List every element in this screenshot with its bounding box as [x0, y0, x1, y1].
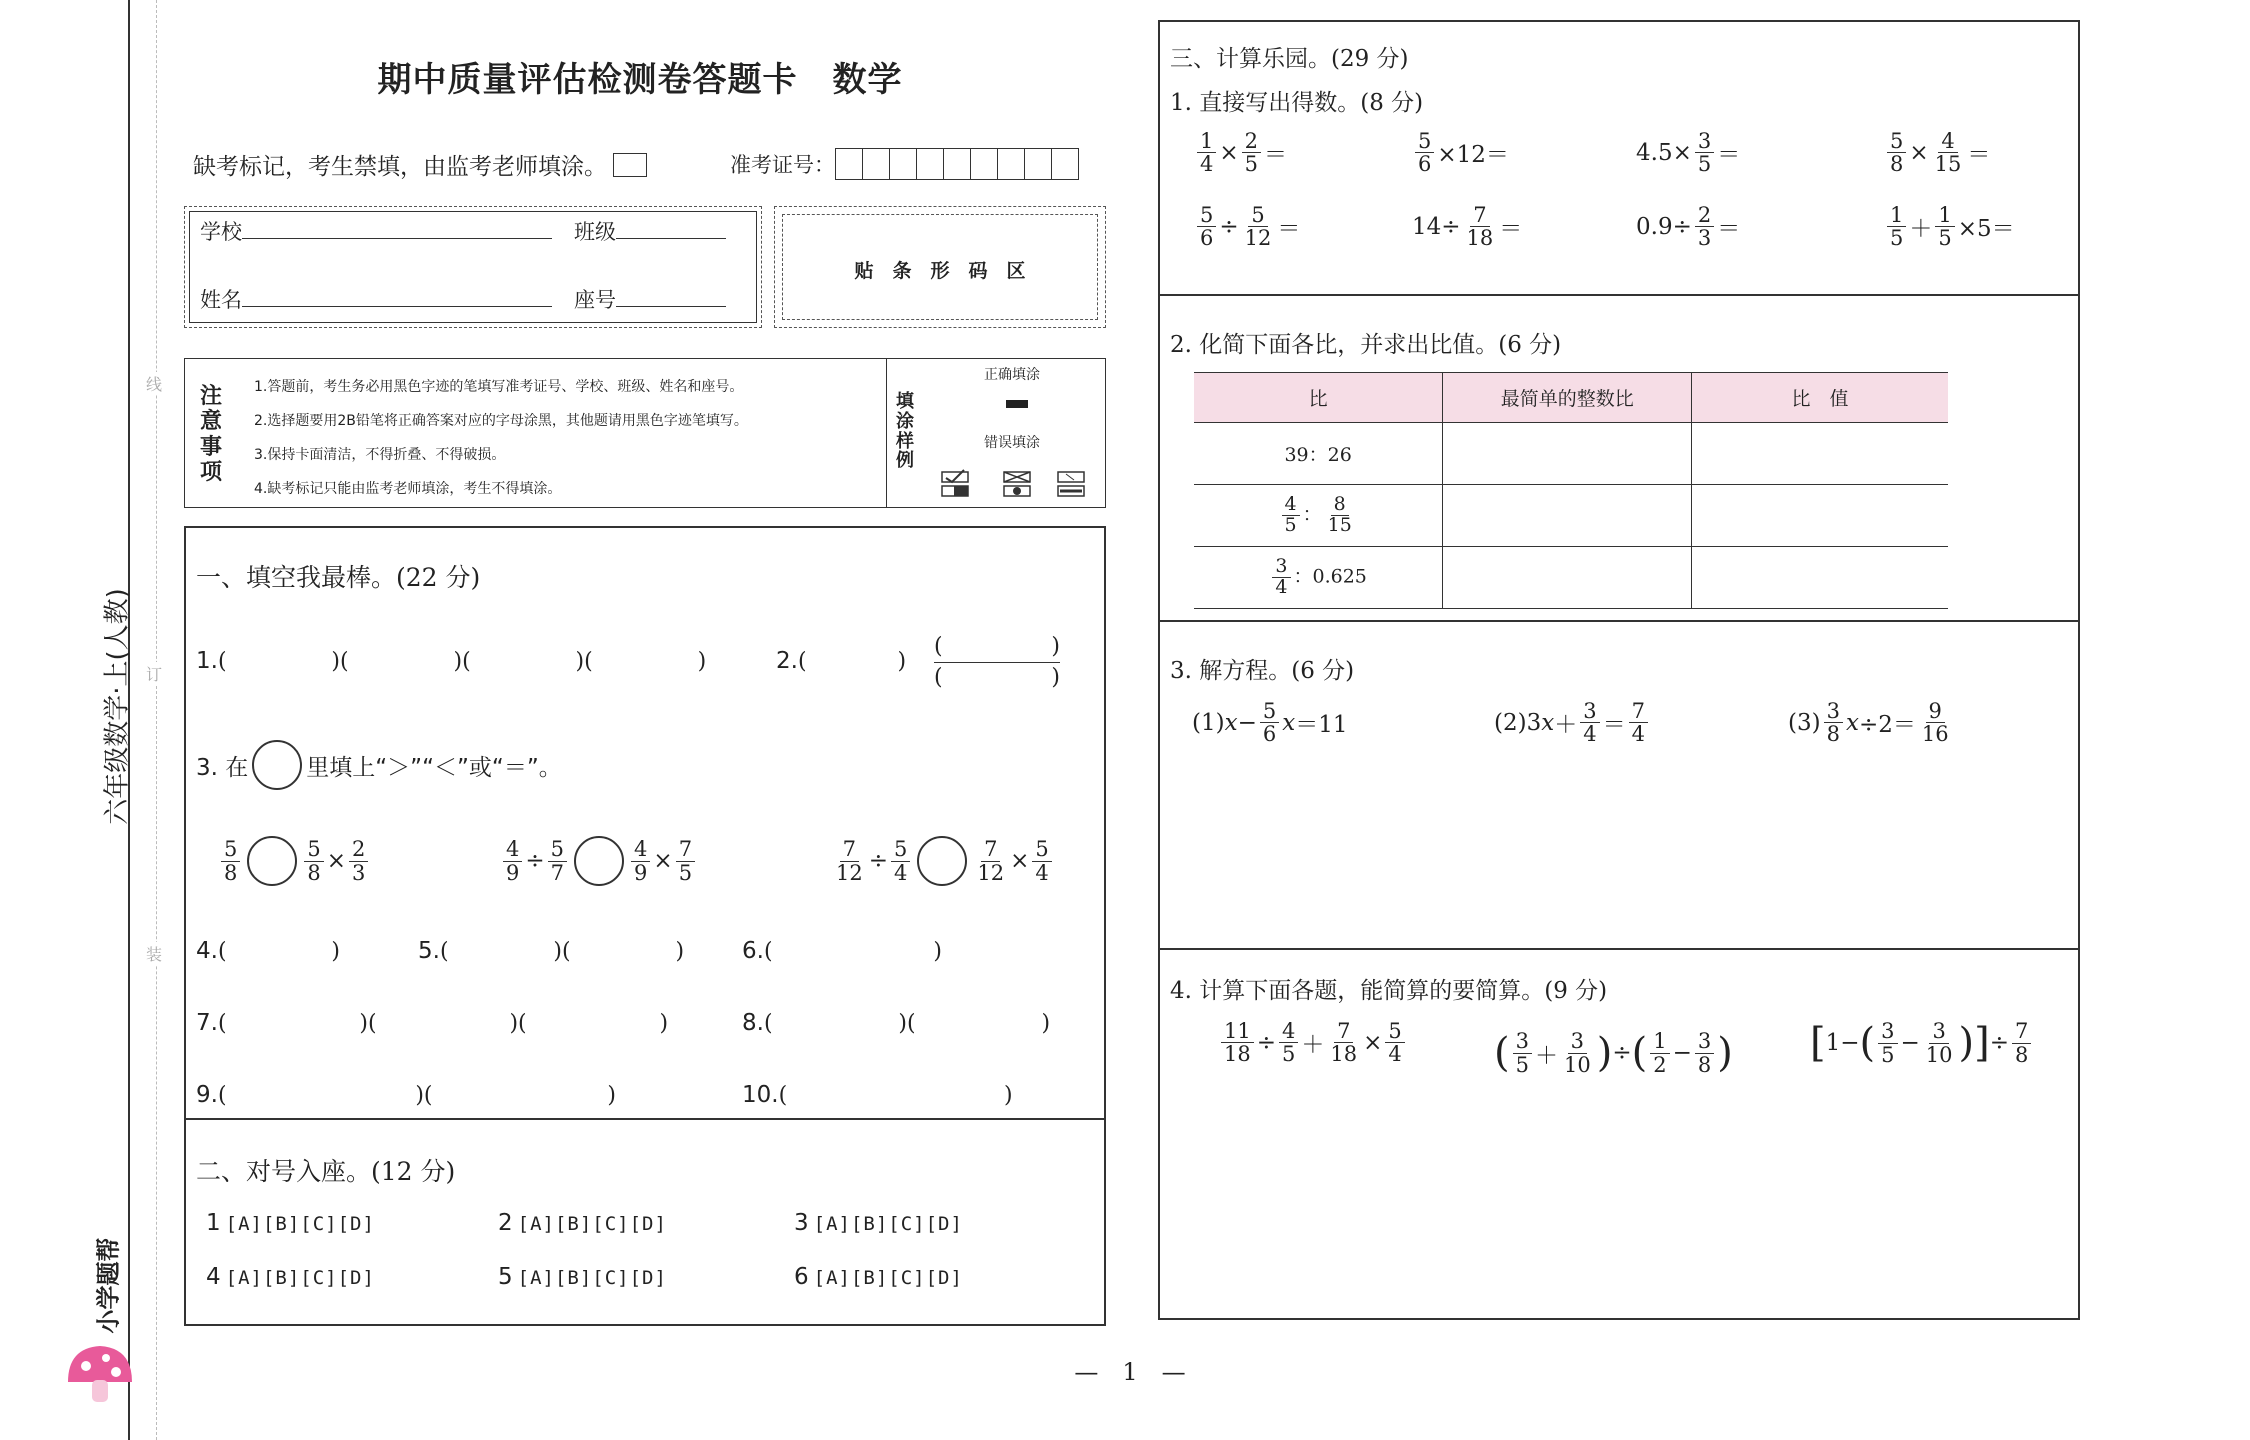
q2-fraction-blank[interactable]: ( ) ( ): [934, 634, 1060, 690]
section3-title: 三、计算乐园。(29 分): [1170, 46, 1409, 72]
name-label: 姓名: [200, 288, 242, 312]
exam-id: [730, 148, 1079, 180]
q7-row[interactable]: 7.( )( )( ): [196, 1010, 669, 1036]
q3-compare-1[interactable]: $\frac{5}{8}$ $\frac{5}{8}$ × $\frac{2}{3}$: [218, 836, 371, 886]
q3-instruction: 3. 在 里填上“＞”“＜”或“＝”。: [196, 740, 562, 790]
mc-1[interactable]: 1 [A][B][C][D]: [206, 1210, 375, 1236]
s3q1-expr-3[interactable]: 4.5× $\frac{3}{5}$ ＝: [1636, 129, 1741, 177]
absent-note: [193, 148, 647, 181]
ratio-row-1: 39：26: [1194, 423, 1443, 485]
ratio-value-1[interactable]: [1692, 423, 1948, 485]
s3q2-title: 2. 化简下面各比，并求出比值。(6 分): [1170, 332, 1562, 358]
ratio-value-3[interactable]: [1692, 547, 1948, 609]
s3q1-expr-7[interactable]: 0.9÷ $\frac{2}{3}$ ＝: [1636, 203, 1741, 251]
seal-char-1: 线: [146, 372, 162, 395]
class-label: 班级: [574, 220, 616, 244]
ratio-row-2: $\frac{4}{5}$ ： $\frac{8}{15}$: [1194, 485, 1443, 547]
s3q1-expr-4[interactable]: $\frac{5}{8}$ × $\frac{4}{15}$ ＝: [1884, 130, 1990, 175]
q3-compare-3[interactable]: $\frac{7}{12}$ ÷ $\frac{5}{4}$ $\frac{7}{12}$ × $\frac{5}{4}$: [830, 836, 1055, 886]
absent-note-text: 缺考标记，考生禁填，由监考老师填涂。: [193, 154, 607, 180]
s3q4-expr-3[interactable]: [ 1− ( $\frac{3}{5}$ − $\frac{3}{10}$ ) ] ÷ $\frac{7}{8}$: [1810, 1020, 2034, 1066]
ratio-simplest-2[interactable]: [1443, 485, 1692, 547]
ratio-row-3: $\frac{3}{4}$ ：0.625: [1194, 547, 1443, 609]
s3q1-expr-2[interactable]: $\frac{5}{6}$ ×12＝: [1412, 130, 1509, 175]
s3-divider-1: [1158, 294, 2080, 296]
s3q1-expr-5[interactable]: $\frac{5}{6}$ ÷ $\frac{5}{12}$ ＝: [1194, 204, 1300, 249]
mc-3[interactable]: 3 [A][B][C][D]: [794, 1210, 963, 1236]
absent-mark-box[interactable]: [613, 153, 647, 177]
exam-id-label: 准考证号：: [730, 153, 835, 177]
correct-fill-label: 正确填涂: [984, 367, 1040, 383]
s3q1-title: 1. 直接写出得数。(8 分): [1170, 90, 1424, 116]
ratio-header-2: 最简单的整数比: [1443, 373, 1692, 423]
mushroom-logo: [60, 1330, 140, 1410]
correct-fill-sample: [1006, 400, 1028, 408]
s3q4-expr-1[interactable]: $\frac{11}{18}$ ÷ $\frac{4}{5}$ ＋ $\frac{7}{18}$ × $\frac{5}{4}$: [1218, 1020, 1408, 1065]
seat-field[interactable]: [574, 284, 726, 314]
name-field[interactable]: [200, 284, 552, 314]
ratio-table: [1194, 372, 1948, 609]
s3q3-title: 3. 解方程。(6 分): [1170, 658, 1355, 684]
notice-item-3: 3.保持卡面清洁，不得折叠、不得破损。: [254, 447, 506, 463]
q8-row[interactable]: 8.( )( ): [742, 1010, 1051, 1036]
notice-item-2: 2.选择题要用2B铅笔将正确答案对应的字母涂黑，其他题请用黑色字迹笔填写。: [254, 413, 748, 429]
s3q3-eq-2[interactable]: (2)3 x ＋ $\frac{3}{4}$ ＝ $\frac{7}{4}$: [1494, 700, 1651, 745]
seal-char-3: 装: [146, 942, 162, 965]
q5-row[interactable]: 5.( )( ): [418, 938, 685, 964]
s3q4-title: 4. 计算下面各题，能简算的要简算。(9 分): [1170, 978, 1608, 1004]
notice-label: 注意事项: [200, 384, 223, 485]
q6-row[interactable]: 6.( ): [742, 938, 942, 964]
mc-2[interactable]: 2 [A][B][C][D]: [498, 1210, 667, 1236]
section2-title: 二、对号入座。(12 分): [196, 1157, 456, 1186]
seal-dashed-line: [156, 0, 157, 1440]
school-field[interactable]: [200, 216, 552, 246]
s3q3-eq-1[interactable]: (1) x − $\frac{5}{6}$ x ＝11: [1192, 699, 1348, 747]
section1-title: 一、填空我最棒。(22 分): [196, 563, 481, 592]
ratio-header-1: 比: [1194, 373, 1443, 423]
s3q3-eq-3[interactable]: (3) $\frac{3}{8}$ x ÷2＝ $\frac{9}{16}$: [1788, 699, 1949, 747]
ratio-value-2[interactable]: [1692, 485, 1948, 547]
notice-item-4: 4.缺考标记只能由监考老师填涂，考生不得填涂。: [254, 481, 562, 497]
mc-5[interactable]: 5 [A][B][C][D]: [498, 1264, 667, 1290]
exam-id-boxes[interactable]: [835, 148, 1079, 180]
s3-divider-2: [1158, 620, 2080, 622]
q2-row[interactable]: 2.( ): [776, 648, 907, 674]
brand-label: 小学题帮: [94, 1237, 123, 1334]
q9-row[interactable]: 9.( )( ): [196, 1082, 616, 1108]
school-label: 学校: [200, 220, 242, 244]
wrong-fill-label: 错误填涂: [984, 435, 1040, 451]
seat-label: 座号: [574, 288, 616, 312]
s3-divider-3: [1158, 948, 2080, 950]
q10-row[interactable]: 10.( ): [742, 1082, 1013, 1108]
sample-label: 填涂样例: [896, 391, 914, 472]
q3-compare-2[interactable]: $\frac{4}{9}$ ÷ $\frac{5}{7}$ $\frac{4}{9}$ × $\frac{7}{5}$: [500, 836, 698, 886]
seal-char-2: 订: [146, 662, 162, 685]
section2-divider: [184, 1118, 1106, 1120]
class-field[interactable]: [574, 216, 726, 246]
grade-label: 六年级数学·上(人教): [102, 588, 133, 825]
s3q1-expr-6[interactable]: 14÷ $\frac{7}{18}$ ＝: [1412, 203, 1523, 251]
q4-row[interactable]: 4.( ): [196, 938, 341, 964]
ratio-simplest-1[interactable]: [1443, 423, 1692, 485]
mc-6[interactable]: 6 [A][B][C][D]: [794, 1264, 963, 1290]
wrong-fill-samples: [940, 468, 1100, 500]
barcode-label: 贴 条 形 码 区: [854, 260, 1026, 282]
ratio-simplest-3[interactable]: [1443, 547, 1692, 609]
s3q4-expr-2[interactable]: ( $\frac{3}{5}$ ＋ $\frac{3}{10}$ ) ÷ ( $\frac{1}{2}$ − $\frac{3}{8}$ ): [1494, 1029, 1733, 1077]
notice-items: [254, 370, 748, 506]
page-number: — 1 —: [1074, 1358, 1186, 1386]
page-title: 期中质量评估检测卷答题卡 数学: [377, 60, 903, 100]
s3q1-expr-8[interactable]: $\frac{1}{5}$ ＋ $\frac{1}{5}$ ×5＝: [1884, 204, 2015, 249]
notice-divider: [886, 358, 887, 508]
s3q1-expr-1[interactable]: $\frac{1}{4}$ × $\frac{2}{5}$ ＝: [1194, 130, 1287, 175]
mc-4[interactable]: 4 [A][B][C][D]: [206, 1264, 375, 1290]
notice-item-1: 1.答题前，考生务必用黑色字迹的笔填写准考证号、学校、班级、姓名和座号。: [254, 379, 744, 395]
q1-row[interactable]: 1.( )( )( )( ): [196, 648, 707, 674]
ratio-header-3: 比 值: [1692, 373, 1948, 423]
